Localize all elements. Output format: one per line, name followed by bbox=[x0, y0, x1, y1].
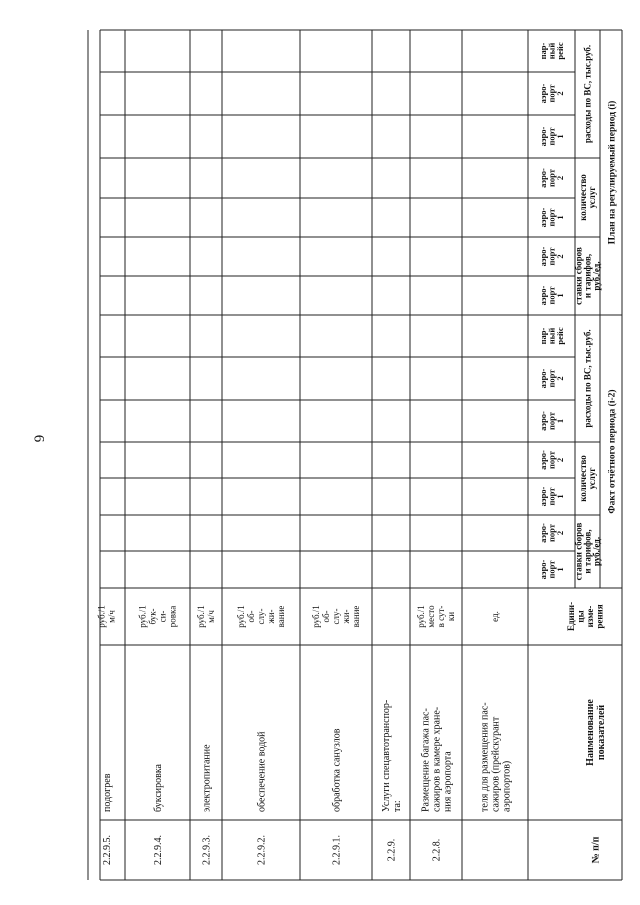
header-unit: Едини-цыизме-рения bbox=[566, 601, 605, 632]
row-6-name: буксировка bbox=[153, 764, 164, 812]
row-4-name: обеспечение водой bbox=[256, 731, 268, 812]
fact-group-title-1: ставки сборови тарифов,руб./ед. bbox=[573, 522, 602, 581]
row-7-name: подогрев bbox=[102, 773, 113, 812]
plan-sub-3-0: аэро-порт1 bbox=[538, 285, 565, 306]
row-1-name: Размещение багажа пас-сажиров в камере хране-ния аэропорта bbox=[420, 706, 454, 812]
row-6-unit: руб./1бук-си-ровка bbox=[137, 605, 178, 628]
plan-sub-5-0: аэро-порт1 bbox=[538, 126, 565, 147]
plan-sub-5-1: аэро-порт2 bbox=[538, 83, 565, 104]
row-1-num: 2.2.8. bbox=[431, 838, 443, 862]
row-3-num: 2.2.9.1. bbox=[331, 835, 343, 865]
row-7-unit: руб./1м/ч bbox=[96, 605, 117, 628]
row-3-unit: руб./1об-слу-жи-вание bbox=[311, 605, 362, 628]
row-6-num: 2.2.9.4. bbox=[153, 835, 164, 865]
plan-sub-4-1: аэро-порт2 bbox=[538, 168, 565, 188]
fact-sub-2-2: пар-ныйрейс bbox=[538, 327, 565, 345]
row-7-num: 2.2.9.5. bbox=[102, 835, 113, 865]
plan-sub-5-2: пар-ныйрейс bbox=[538, 42, 565, 60]
fact-sub-0-0: аэро-порт1 bbox=[538, 559, 565, 580]
page-number: 6 bbox=[30, 434, 47, 443]
row-2-name: Услуги спецавтотранспор-та: bbox=[381, 699, 403, 812]
fact-sub-1-1: аэро-порт2 bbox=[538, 450, 565, 470]
header-plan-period: План на регулируемый период (i) bbox=[607, 100, 618, 245]
fact-group-title-2: количествоуслуг bbox=[578, 455, 598, 502]
fact-sub-0-1: аэро-порт2 bbox=[538, 523, 565, 543]
plan-sub-4-0: аэро-порт1 bbox=[538, 207, 565, 228]
header-fact-period: Факт отчётного периода (i-2) bbox=[607, 389, 618, 514]
row-3-name: обработка санузлов bbox=[331, 728, 343, 812]
row-4-unit: руб./1об-слу-жи-вание bbox=[236, 605, 287, 628]
header-name: Наименованиепоказателей bbox=[585, 699, 607, 766]
plan-group-title-1: ставки сборови тарифов,руб./ед. bbox=[573, 247, 602, 305]
fact-sub-2-0: аэро-порт1 bbox=[538, 411, 565, 431]
row-4-num: 2.2.9.2. bbox=[256, 835, 268, 865]
row-5-name: электропитание bbox=[201, 744, 213, 812]
row-2-num: 2.2.9. bbox=[386, 838, 398, 862]
row-0-unit: ед. bbox=[490, 611, 501, 622]
row-0-name: теля для размещения пас-сажиров (прейскурантаэропортов) bbox=[479, 702, 513, 812]
plan-group-title-2: количествоуслуг bbox=[578, 174, 598, 221]
plan-sub-3-1: аэро-порт2 bbox=[538, 246, 565, 267]
fact-sub-2-1: аэро-порт2 bbox=[538, 368, 565, 389]
header-num: № п/п bbox=[590, 836, 602, 864]
row-1-unit: руб./1местов сут-ки bbox=[416, 605, 457, 628]
row-5-unit: руб./1м/ч bbox=[196, 605, 217, 628]
fact-group-title-3: расходы по ВС, тыс.руб. bbox=[582, 329, 593, 428]
row-5-num: 2.2.9.3. bbox=[201, 835, 213, 865]
plan-group-title-3: расходы по ВС, тыс.руб. bbox=[582, 44, 593, 144]
fact-sub-1-0: аэро-порт1 bbox=[538, 486, 565, 507]
